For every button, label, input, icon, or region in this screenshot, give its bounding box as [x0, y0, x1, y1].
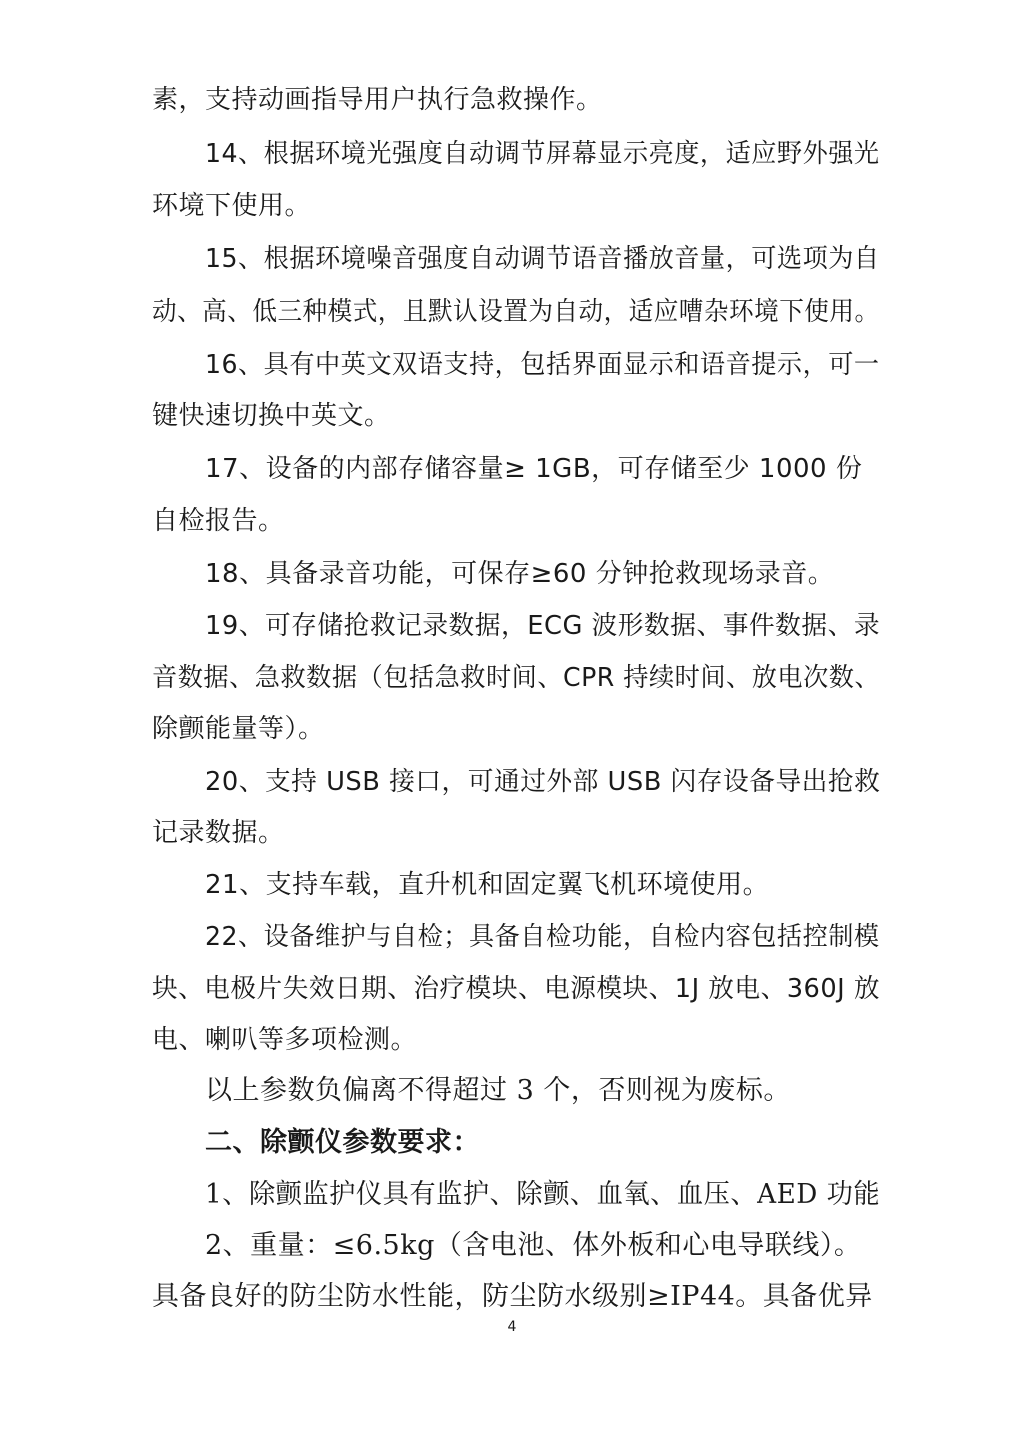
- paragraph-line: 20、支持 USB 接口，可通过外部 USB 闪存设备导出抢救: [205, 767, 881, 797]
- paragraph-line: 动、高、低三种模式，且默认设置为自动，适应嘈杂环境下使用。: [152, 297, 880, 327]
- paragraph-line: 14、根据环境光强度自动调节屏幕显示亮度，适应野外强光: [205, 139, 880, 169]
- section-heading: 二、除颤仪参数要求：: [205, 1127, 480, 1158]
- paragraph-line: 2、重量：≤6.5kg（含电池、体外板和心电导联线）。: [205, 1230, 862, 1261]
- paragraph-line: 17、设备的内部存储容量≥ 1GB，可存储至少 1000 份: [205, 454, 863, 484]
- paragraph-line: 16、具有中英文双语支持，包括界面显示和语音提示，可一: [205, 350, 880, 380]
- paragraph-line: 22、设备维护与自检；具备自检功能，自检内容包括控制模: [205, 922, 880, 952]
- paragraph-line: 键快速切换中英文。: [152, 401, 391, 431]
- paragraph-line: 18、具备录音功能，可保存≥60 分钟抢救现场录音。: [205, 559, 835, 589]
- paragraph-line: 自检报告。: [152, 506, 285, 536]
- paragraph-line: 具备良好的防尘防水性能，防尘防水级别≥IP44。具备优异: [152, 1281, 873, 1312]
- paragraph-line: 以上参数负偏离不得超过 3 个，否则视为废标。: [205, 1075, 791, 1106]
- paragraph-line: 块、电极片失效日期、治疗模块、电源模块、1J 放电、360J 放: [152, 974, 881, 1004]
- paragraph-line: 1、除颤监护仪具有监护、除颤、血氧、血压、AED 功能: [205, 1179, 881, 1210]
- paragraph-line: 19、可存储抢救记录数据，ECG 波形数据、事件数据、录: [205, 611, 881, 641]
- paragraph-line: 环境下使用。: [152, 191, 312, 221]
- page-number: 4: [507, 1319, 517, 1335]
- paragraph-line: 音数据、急救数据（包括急救时间、CPR 持续时间、放电次数、: [152, 663, 881, 693]
- paragraph-line: 21、支持车载，直升机和固定翼飞机环境使用。: [205, 870, 770, 900]
- paragraph-line: 记录数据。: [152, 818, 285, 848]
- paragraph-line: 素，支持动画指导用户执行急救操作。: [152, 85, 603, 115]
- paragraph-line: 电、喇叭等多项检测。: [152, 1025, 418, 1055]
- paragraph-line: 15、根据环境噪音强度自动调节语音播放音量，可选项为自: [205, 244, 880, 274]
- paragraph-line: 除颤能量等）。: [152, 714, 325, 744]
